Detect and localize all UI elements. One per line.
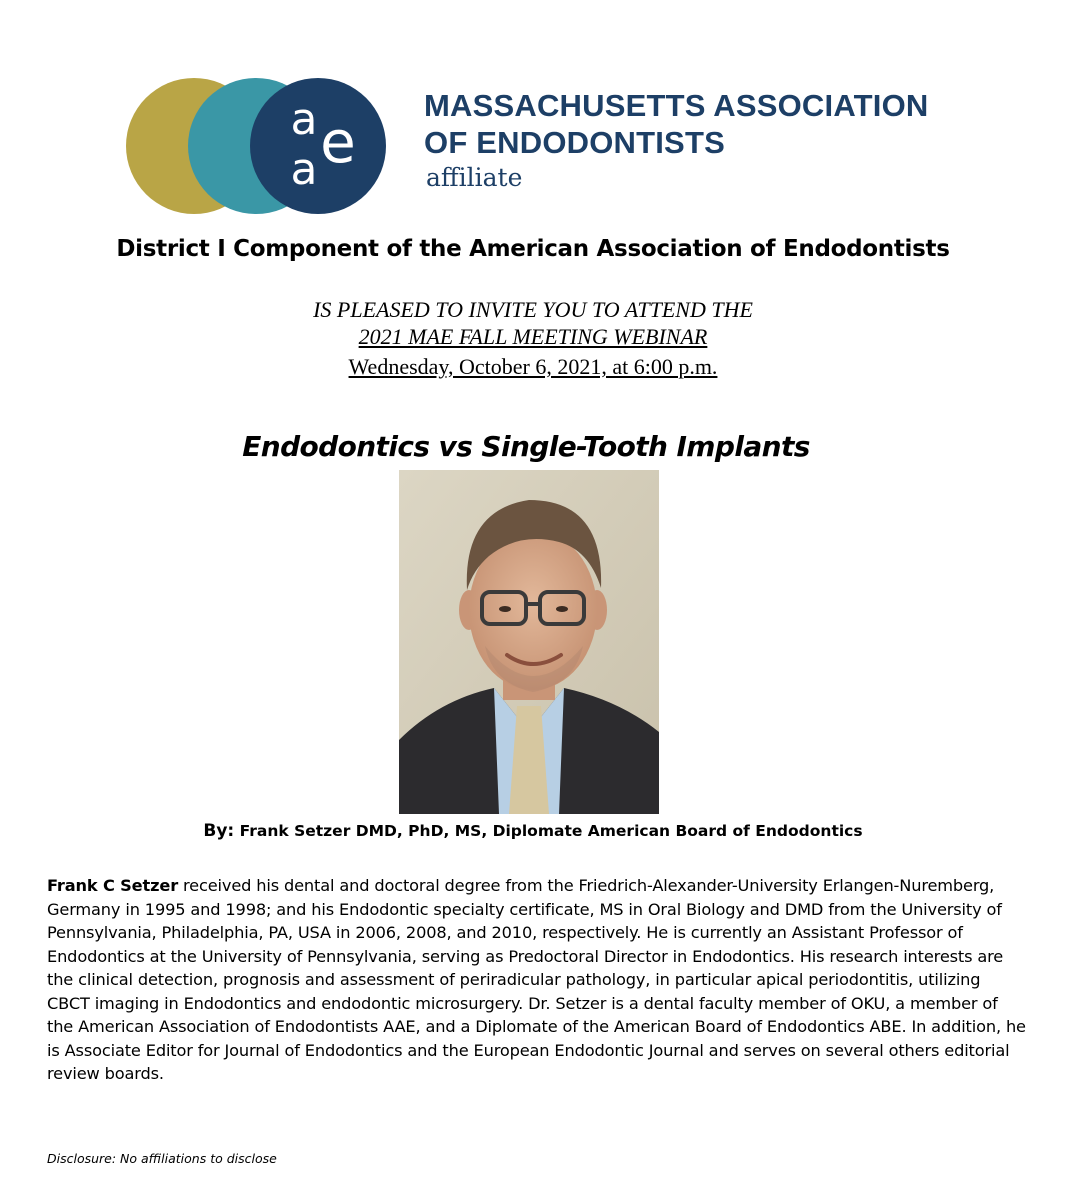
talk-title: Endodontics vs Single-Tooth Implants: [242, 430, 810, 463]
speaker-credentials: Frank Setzer DMD, PhD, MS, Diplomate American Board of Endodontics: [239, 822, 863, 840]
invitation-line-1: IS PLEASED TO INVITE YOU TO ATTEND THE: [313, 297, 753, 322]
invitation-line-2: 2021 MAE FALL MEETING WEBINAR: [358, 324, 708, 349]
speaker-bio: [47, 874, 1027, 1086]
logo-letter-a-top: a: [290, 94, 318, 145]
by-label: By:: [203, 821, 235, 841]
disclosure-note: Disclosure: No affiliations to disclose: [47, 1151, 277, 1166]
association-logo: [126, 78, 396, 214]
district-heading: District I Component of the American Association of Endodontists: [116, 236, 950, 262]
speaker-photo: [399, 470, 659, 814]
bio-speaker-name: Frank C Setzer: [47, 876, 179, 895]
logo-letter-a-bottom: a: [290, 144, 318, 195]
organization-name-line1: MASSACHUSETTS ASSOCIATION: [424, 88, 929, 123]
organization-name-line2: OF ENDODONTISTS: [424, 125, 725, 160]
organization-name: [424, 87, 928, 161]
invitation-date: Wednesday, October 6, 2021, at 6:00 p.m.: [348, 354, 718, 379]
bio-text: received his dental and doctoral degree from the Friedrich-Alexander-University Erlangen-Nuremberg, Germany in 1995 and 1998; and his Endodontic specialty certificate, MS in Oral Biology and DMD from the University of Pennsylvania, Philadelphia, PA, USA in 2006, 2008, and 2010, respectively. He is currently an Assistant Professor of Endodontics at the University of Pennsylvania, serving as Predoctoral Director in Endodontics. His research interests are the clinical detection, prognosis and assessment of periradicular pathology, in particular apical periodontitis, utilizing CBCT imaging in Endodontics and endodontic microsurgery. Dr. Setzer is a dental faculty member of OKU, a member of the American Association of Endodontists AAE, and a Diplomate of the American Board of Endodontics ABE. In addition, he is Associate Editor for Journal of Endodontics and the European Endodontic Journal and serves on several others editorial review boards.: [47, 876, 1026, 1083]
logo-letter-e: e: [320, 108, 356, 176]
logo-navy-circle: [250, 78, 386, 214]
speaker-byline: [0, 821, 1066, 841]
organization-affiliate: affiliate: [426, 163, 523, 192]
